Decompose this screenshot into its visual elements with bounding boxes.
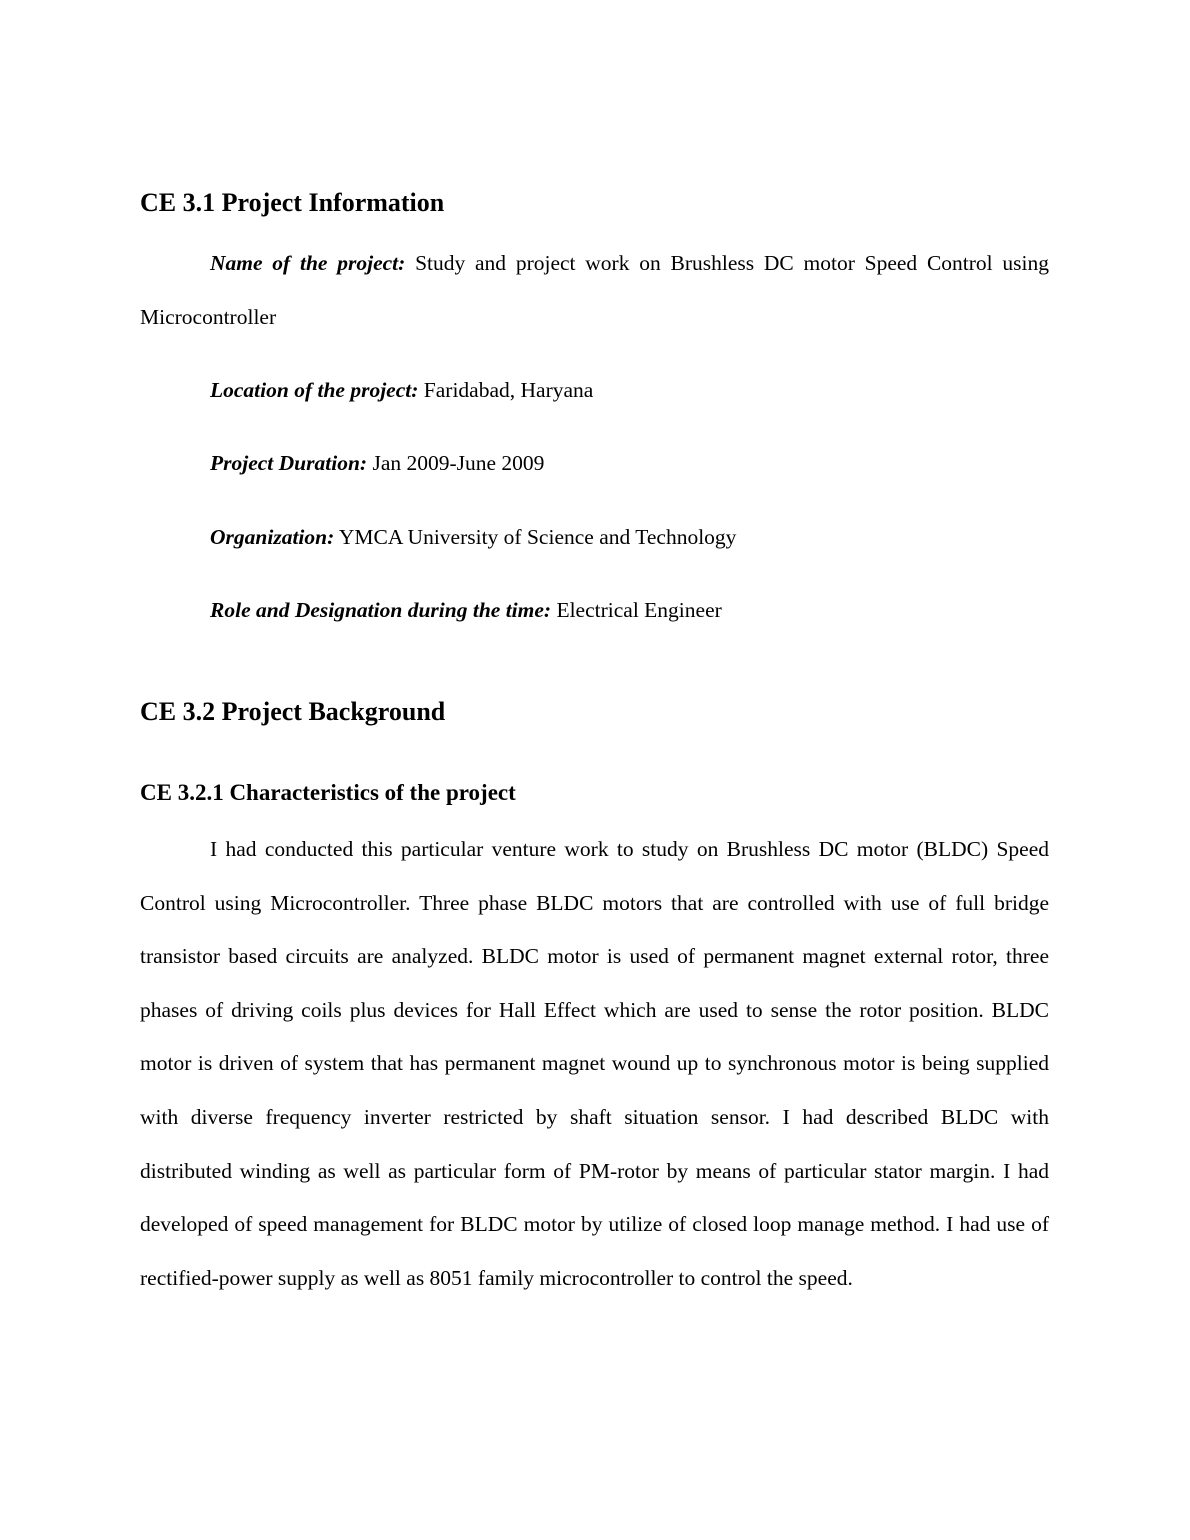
field-label: Project Duration:	[210, 451, 368, 475]
subsection-heading-characteristics: CE 3.2.1 Characteristics of the project	[140, 780, 516, 805]
field-project-duration	[210, 448, 544, 478]
field-label: Name of the project:	[210, 251, 406, 275]
field-label: Role and Designation during the time:	[210, 598, 552, 622]
field-value: Study and project work on Brushless DC motor Speed Control using Microcontroller	[140, 251, 1049, 329]
field-value: Electrical Engineer	[556, 598, 722, 622]
field-label: Location of the project:	[210, 378, 419, 402]
section-heading-project-information: CE 3.1 Project Information	[140, 188, 445, 217]
field-project-name	[140, 237, 1049, 344]
section-heading-project-background: CE 3.2 Project Background	[140, 697, 446, 726]
field-value: YMCA University of Science and Technology	[338, 525, 737, 549]
characteristics-paragraph: I had conducted this particular venture work to study on Brushless DC motor (BLDC) Speed Control using Microcontroller. Three phase BLDC motors that are controlled with use of full bridge transistor based circuits are analyzed. BLDC motor is used of permanent magnet external rotor, three phases of driving coils plus devices for Hall Effect which are used to sense the rotor position. BLDC motor is driven of system that has permanent magnet wound up to synchronous motor is being supplied with diverse frequency inverter restricted by shaft situation sensor. I had described BLDC with distributed winding as well as particular form of PM-rotor by means of particular stator margin. I had developed of speed management for BLDC motor by utilize of closed loop manage method. I had use of rectified-power supply as well as 8051 family microcontroller to control the speed.	[140, 837, 1049, 1290]
field-value: Faridabad, Haryana	[423, 378, 594, 402]
field-organization	[210, 522, 736, 552]
field-label: Organization:	[210, 525, 335, 549]
field-role-designation	[210, 595, 722, 625]
field-value: Jan 2009-June 2009	[372, 451, 545, 475]
field-project-location	[210, 375, 593, 405]
